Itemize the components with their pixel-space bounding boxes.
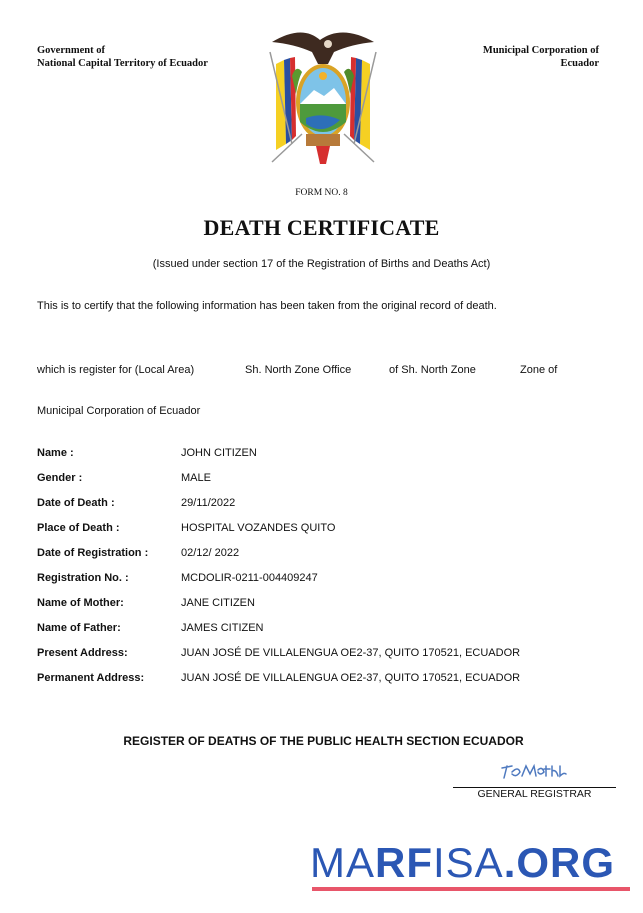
register-title: REGISTER OF DEATHS OF THE PUBLIC HEALTH SECTION ECUADOR: [123, 734, 524, 748]
field-value: 29/11/2022: [181, 497, 236, 509]
local-area-value: Sh. North Zone Office: [245, 364, 352, 376]
signature-icon: [498, 760, 568, 782]
field-value: JOHN CITIZEN: [181, 447, 257, 459]
field-value: MALE: [181, 472, 211, 484]
watermark-underline: [312, 887, 630, 891]
field-label: Gender :: [37, 472, 83, 484]
issuing-government: [37, 45, 208, 70]
coat-of-arms-icon: [262, 24, 384, 170]
field-label: Name :: [37, 447, 74, 459]
field-father-name: [37, 622, 617, 647]
government-line-1: Government of: [37, 45, 105, 56]
watermark-part-3: ISA: [433, 839, 504, 886]
field-value: HOSPITAL VOZANDES QUITO: [181, 522, 336, 534]
field-name: [37, 447, 617, 472]
field-registration-no: [37, 572, 617, 597]
watermark-part-4: .ORG: [503, 839, 616, 886]
registration-prefix: which is register for (Local Area): [37, 364, 195, 376]
subtitle: (Issued under section 17 of the Registration of Births and Deaths Act): [152, 258, 491, 270]
watermark-logo: [310, 840, 615, 886]
field-mother-name: [37, 597, 617, 622]
field-label: Name of Father:: [37, 622, 121, 634]
zone-of-label: Zone of: [520, 364, 558, 376]
field-label: Date of Registration :: [37, 547, 149, 559]
field-label: Permanent Address:: [37, 672, 145, 684]
field-gender: [37, 472, 617, 497]
watermark-part-2: RF: [375, 839, 433, 886]
field-label: Name of Mother:: [37, 597, 124, 609]
field-label: Registration No. :: [37, 572, 129, 584]
field-value: JAMES CITIZEN: [181, 622, 264, 634]
field-present-address: [37, 647, 617, 672]
government-line-2: National Capital Territory of Ecuador: [37, 57, 208, 69]
field-value: JANE CITIZEN: [181, 597, 255, 609]
field-place-of-death: [37, 522, 617, 547]
field-value: JUAN JOSÉ DE VILLALENGUA OE2-37, QUITO 170521, ECUADOR: [181, 647, 521, 659]
field-date-of-registration: [37, 547, 617, 572]
field-label: Place of Death :: [37, 522, 120, 534]
zone-value: of Sh. North Zone: [389, 364, 476, 376]
field-label: Present Address:: [37, 647, 128, 659]
certify-statement: This is to certify that the following information has been taken from the original record of death.: [37, 300, 497, 312]
form-number: FORM NO. 8: [295, 188, 348, 198]
field-value: MCDOLIR-0211-004409247: [181, 572, 318, 584]
field-label: Date of Death :: [37, 497, 115, 509]
watermark-part-1: MA: [310, 839, 375, 886]
signatory-title: GENERAL REGISTRAR: [477, 788, 592, 800]
corporation-name: Municipal Corporation of Ecuador: [37, 405, 201, 417]
field-date-of-death: [37, 497, 617, 522]
field-permanent-address: [37, 672, 617, 697]
municipal-corporation: [483, 45, 599, 70]
municipal-line-2: Ecuador: [560, 57, 599, 69]
page-title: DEATH CERTIFICATE: [203, 215, 440, 240]
field-value: JUAN JOSÉ DE VILLALENGUA OE2-37, QUITO 170521, ECUADOR: [181, 672, 521, 684]
field-value: 02/12/ 2022: [181, 547, 240, 559]
municipal-line-1: Municipal Corporation of: [482, 45, 599, 56]
